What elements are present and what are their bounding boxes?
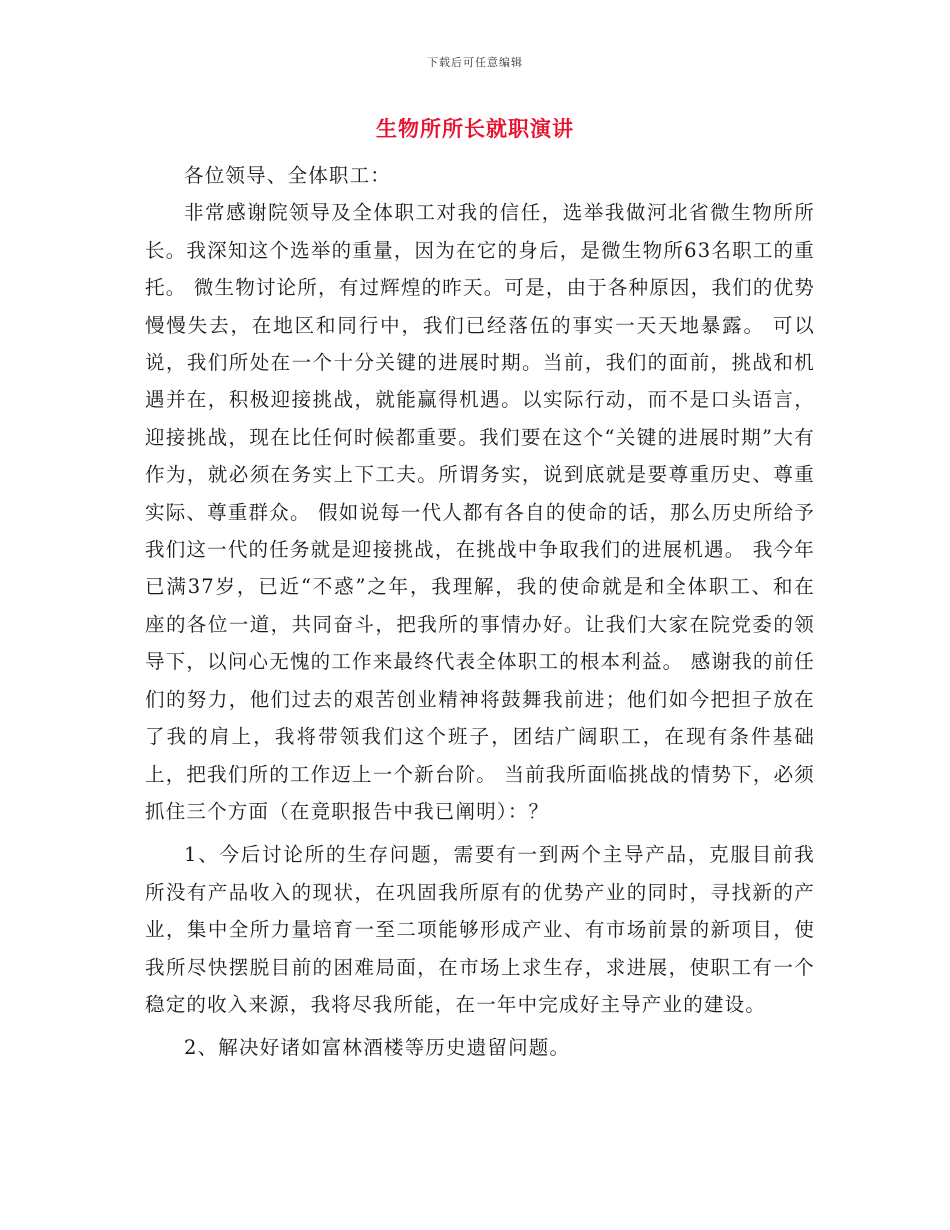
document-title: 生物所所长就职演讲 [376, 116, 574, 141]
salutation: 各位领导、全体职工： [184, 164, 392, 187]
document-body [145, 157, 815, 1067]
header-note: 下载后可任意编辑 [427, 56, 523, 69]
paragraph-item-2: 2、解决好诸如富林酒楼等历史遗留问题。 [184, 1036, 571, 1060]
paragraph-item-1: 1、今后讨论所的生存问题，需要有一到两个主导产品，克服目前我所没有产品收入的现状，在巩固我所原有的优势产业的同时，寻找新的产业，集中全所力量培育一至二项能够形成产业、有市场前景的新项目，使我所尽快摆脱目前的困难局面，在市场上求生存，求进展，使职工有一个稳定的收入来源，我将尽我所能，在一年中完成好主导产业的建设。 [145, 843, 815, 1016]
paragraph-intro: 非常感谢院领导及全体职工对我的信任，选举我做河北省微生物所所长。我深知这个选举的重量，因为在它的身后，是微生物所63名职工的重托。 微生物讨论所，有过辉煌的昨天。可是，由于各种原因，我们的优势慢慢失去，在地区和同行中，我们已经落伍的事实一天天地暴露。 可以说，我们所处在一个十分关键的进展时期。当前，我们的面前，挑战和机遇并在，积极迎接挑战，就能赢得机遇。以实际行动，而不是口头语言，迎接挑战，现在比任何时候都重要。我们要在这个“关键的进展时期”大有作为，就必须在务实上下工夫。所谓务实，说到底就是要尊重历史、尊重实际、尊重群众。 假如说每一代人都有各自的使命的话，那么历史所给予我们这一代的任务就是迎接挑战，在挑战中争取我们的进展机遇。 我今年已满37岁，已近“不惑”之年，我理解，我的使命就是和全体职工、和在座的各位一道，共同奋斗，把我所的事情办好。让我们大家在院党委的领导下，以问心无愧的工作来最终代表全体职工的根本利益。 感谢我的前任们的努力，他们过去的艰苦创业精神将鼓舞我前进；他们如今把担子放在了我的肩上，我将带领我们这个班子，团结广阔职工，在现有条件基础上，把我们所的工作迈上一个新台阶。 当前我所面临挑战的情势下，必须抓住三个方面（在竟职报告中我已阐明）：？ [145, 201, 815, 823]
